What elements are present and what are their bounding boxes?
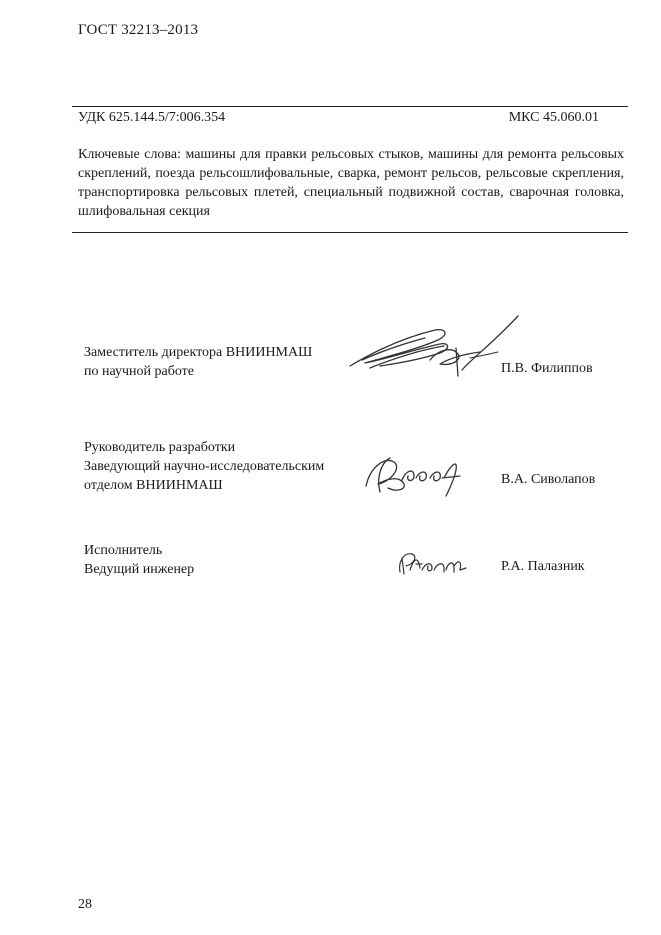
- signatory-2-position-line-3: отделом ВНИИНМАШ: [84, 478, 223, 493]
- top-divider: [72, 106, 628, 107]
- signatory-1-position: [84, 343, 312, 381]
- signatory-3-position: [84, 541, 194, 579]
- page-number: 28: [78, 897, 92, 912]
- signatory-1-position-line-2: по научной работе: [84, 364, 194, 379]
- keywords-paragraph: Ключевые слова: машины для правки рельсовых стыков, машины для ремонта рельсовых скреплений, поезда рельсошлифовальные, сварка, ремонт рельсов, рельсовые скрепления, транспортировка рельсовых плетей, специальный подвижной состав, сварочная головка, шлифовальная секция: [78, 147, 624, 219]
- standard-designation: ГОСТ 32213–2013: [78, 22, 199, 38]
- signatory-2-position-line-2: Заведующий научно-исследовательским: [84, 459, 325, 474]
- signatory-2-position-line-1: Руководитель разработки: [84, 440, 236, 455]
- signature-3-icon: [392, 546, 472, 582]
- signature-2-icon: [360, 448, 470, 498]
- signatory-3-name: Р.А. Палазник: [501, 559, 585, 574]
- signatory-1-name: П.В. Филиппов: [501, 361, 593, 376]
- mks-code: МКС 45.060.01: [508, 110, 599, 125]
- signatory-3-position-line-2: Ведущий инженер: [84, 562, 195, 577]
- signatory-1-position-line-1: Заместитель директора ВНИИНМАШ: [84, 345, 313, 360]
- bottom-divider: [72, 232, 628, 233]
- signatory-2-name: В.А. Сиволапов: [501, 472, 596, 487]
- signatory-2-position: [84, 438, 324, 495]
- signatory-3-position-line-1: Исполнитель: [84, 543, 163, 558]
- udc-code: УДК 625.144.5/7:006.354: [78, 110, 226, 125]
